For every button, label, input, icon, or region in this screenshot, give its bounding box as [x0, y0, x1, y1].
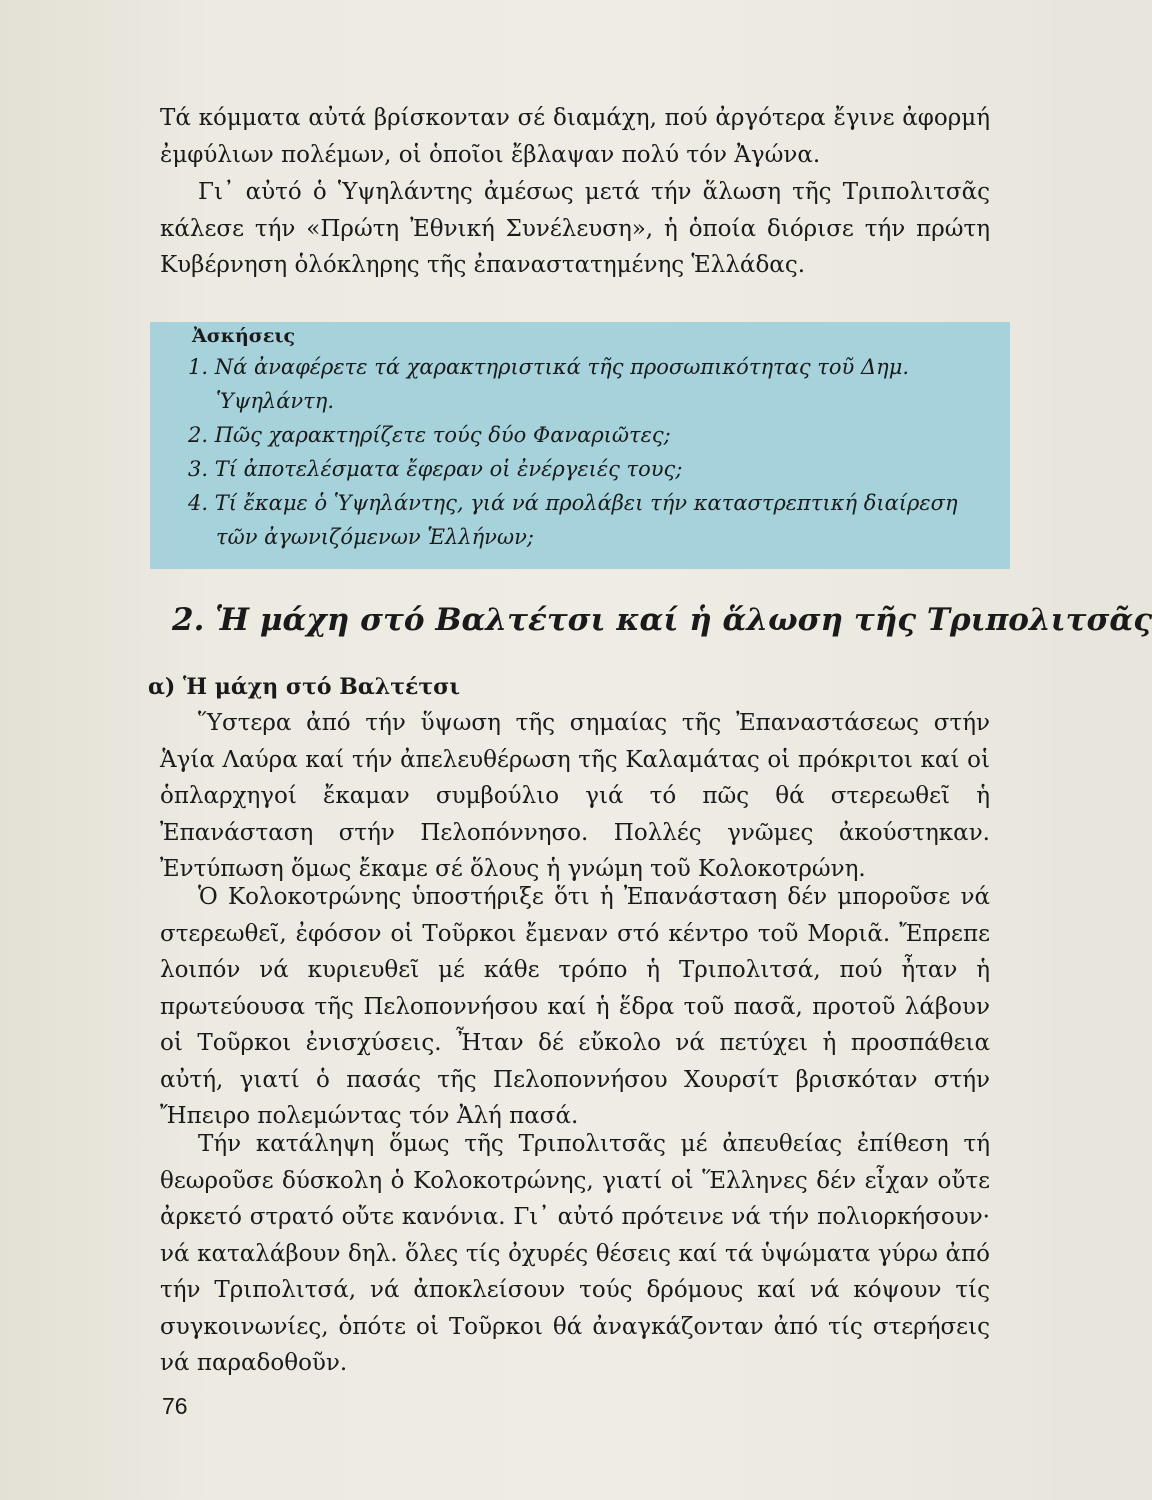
- page-number: 76: [162, 1393, 188, 1419]
- body-paragraph-2: Ὁ Κολοκοτρώνης ὑποστήριξε ὅτι ἡ Ἐπανάσταση δέν μποροῦσε νά στερεωθεῖ, ἐφόσον οἱ Τοῦρκοι ἔμεναν στό κέντρο τοῦ Μοριᾶ. Ἔπρεπε λοιπόν νά κυριευθεῖ μέ κάθε τρόπο ἡ Τριπολιτσά, πού ἦταν ἡ πρωτεύουσα τῆς Πελοποννήσου καί ἡ ἕδρα τοῦ πασᾶ, προτοῦ λάβουν οἱ Τοῦρκοι ἐνισχύσεις. Ἦταν δέ εὔκολο νά πετύχει ἡ προσπάθεια αὐτή, γιατί ὁ πασάς τῆς Πελοποννήσου Χουρσίτ βρισκόταν στήν Ἤπειρο πολεμώντας τόν Ἀλή πασά.: [160, 884, 990, 1129]
- exercises-box: [150, 322, 1010, 569]
- section-heading: 2. Ἡ μάχη στό Βαλτέτσι καί ἡ ἅλωση τῆς Τριπολιτσᾶς: [172, 602, 1152, 638]
- exercise-item: 2. Πῶς χαρακτηρίζετε τούς δύο Φαναριῶτες;: [188, 423, 671, 447]
- exercises-list: [188, 350, 968, 554]
- exercise-item: 1. Νά ἀναφέρετε τά χαρακτηριστικά τῆς προσωπικότητας τοῦ Δημ. Ὑψηλάντη.: [188, 355, 910, 413]
- intro-paragraph-2: Γι᾽ αὐτό ὁ Ὑψηλάντης ἀμέσως μετά τήν ἅλωση τῆς Τριπολιτσᾶς κάλεσε τήν «Πρώτη Ἐθνική Συνέλευση», ἡ ὁποία διόρισε τήν πρώτη Κυβέρνηση ὁλόκληρης τῆς ἐπαναστατημένης Ἑλλάδας.: [160, 179, 990, 278]
- body-paragraph-3: Τήν κατάληψη ὅμως τῆς Τριπολιτσᾶς μέ ἀπευθείας ἐπίθεση τή θεωροῦσε δύσκολη ὁ Κολοκοτρώνης, γιατί οἱ Ἕλληνες δέν εἶχαν οὔτε ἀρκετό στρατό οὔτε κανόνια. Γι᾽ αὐτό πρότεινε νά τήν πολιορκήσουν· νά καταλάβουν δηλ. ὅλες τίς ὀχυρές θέσεις καί τά ὑψώματα γύρω ἀπό τήν Τριπολιτσά, νά ἀποκλείσουν τούς δρόμους καί νά κόψουν τίς συγκοινωνίες, ὁπότε οἱ Τοῦρκοι θά ἀναγκάζονταν ἀπό τίς στερήσεις νά παραδοθοῦν.: [160, 1131, 990, 1376]
- sub-heading: α) Ἡ μάχη στό Βαλτέτσι: [148, 674, 461, 700]
- exercise-item: 3. Τί ἀποτελέσματα ἔφεραν οἱ ἐνέργειές τους;: [188, 457, 683, 481]
- exercises-title: Ἀσκήσεις: [192, 325, 296, 347]
- intro-paragraph-1: Τά κόμματα αὐτά βρίσκονταν σέ διαμάχη, πού ἀργότερα ἔγινε ἀφορμή ἐμφύλιων πολέμων, οἱ ὁποῖοι ἔβλαψαν πολύ τόν Ἀγώνα.: [160, 105, 990, 168]
- body-paragraph-1: Ὕστερα ἀπό τήν ὕψωση τῆς σημαίας τῆς Ἐπαναστάσεως στήν Ἁγία Λαύρα καί τήν ἀπελευθέρωση τῆς Καλαμάτας οἱ πρόκριτοι καί οἱ ὁπλαρχηγοί ἔκαμαν συμβούλιο γιά τό πῶς θά στερεωθεῖ ἡ Ἐπανάσταση στήν Πελοπόννησο. Πολλές γνῶμες ἀκούστηκαν. Ἐντύπωση ὅμως ἔκαμε σέ ὅλους ἡ γνώμη τοῦ Κολοκοτρώνη.: [160, 710, 990, 882]
- exercise-item: 4. Τί ἔκαμε ὁ Ὑψηλάντης, γιά νά προλάβει τήν καταστρεπτική διαίρεση τῶν ἀγωνιζόμενων Ἑλλήνων;: [188, 491, 958, 549]
